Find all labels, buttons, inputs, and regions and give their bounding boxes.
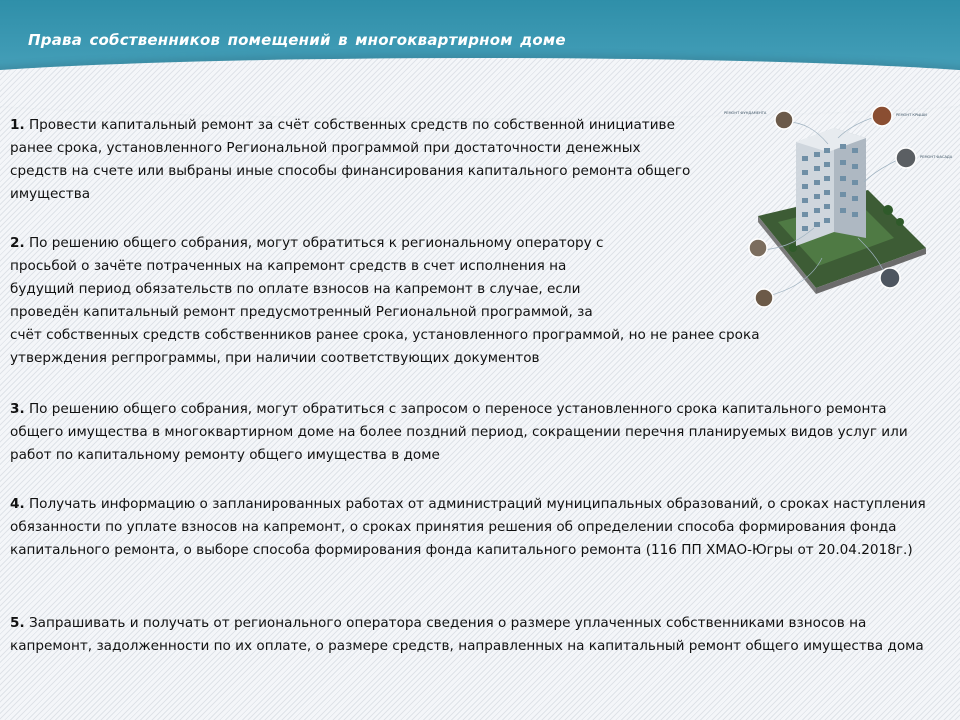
paragraph-number: 4. bbox=[10, 496, 25, 512]
paragraph-line: просьбой о зачёте потраченных на капремонт средств в счет исполнения на bbox=[10, 258, 567, 274]
paragraph-text: Получать информацию о запланированных работах от администраций муниципальных образований, о сроках наступления обязанности по уплате взносов на капремонт, о сроках принятия решения об определении способа формирования фонда капитального ремонта, о выборе способа формирования фонда капитального ремонта (116 ПП ХМАО-Югры от 20.04.2018г.) bbox=[10, 496, 926, 558]
label-roof: РЕМОНТ КРЫШИ bbox=[896, 113, 927, 117]
label-foundation: РЕМОНТ ФУНДАМЕНТА bbox=[724, 111, 767, 115]
building-illustration-svg bbox=[718, 98, 954, 320]
paragraph-number: 3. bbox=[10, 401, 25, 417]
paragraph-text: Запрашивать и получать от регионального оператора сведения о размере уплаченных собственниками взносов на капремонт, задолженности по их оплате, о размере средств, направленных на капитальный ремонт общего имущества дома bbox=[10, 615, 924, 654]
label-facade: РЕМОНТ ФАСАДА bbox=[920, 155, 953, 159]
paragraph-line: утверждения регпрограммы, при наличии соответствующих документов bbox=[10, 350, 540, 366]
paragraph-line: проведён капитальный ремонт предусмотренный Региональной программой, за bbox=[10, 304, 593, 320]
paragraph-5 bbox=[10, 612, 940, 658]
paragraph-text: По решению общего собрания, могут обратиться с запросом о переносе установленного срока капитального ремонта общего имущества в многоквартирном доме на более поздний период, сокращении перечня планируемых видов услуг или работ по капитальному ремонту общего имущества в доме bbox=[10, 401, 908, 463]
paragraph-number: 5. bbox=[10, 615, 25, 631]
paragraph-1 bbox=[10, 114, 700, 206]
paragraph-number: 2. bbox=[10, 235, 25, 251]
paragraph-line: будущий период обязательств по оплате взносов на капремонт в случае, если bbox=[10, 281, 581, 297]
slide-title: Права собственников помещений в многоквартирном доме bbox=[28, 31, 566, 49]
building-illustration bbox=[718, 98, 954, 320]
paragraph-4 bbox=[10, 493, 940, 562]
paragraph-text: Провести капитальный ремонт за счёт собственных средств по собственной инициативе ранее срока, установленного Региональной программой при достаточности денежных средств на счете или выбраны иные способы финансирования капитального ремонта общего имущества bbox=[10, 117, 691, 202]
paragraph-3 bbox=[10, 398, 940, 467]
paragraph-number: 1. bbox=[10, 117, 25, 133]
paragraph-line: счёт собственных средств собственников ранее срока, установленного программой, но не ранее срока bbox=[10, 327, 760, 343]
paragraph-line: 2. По решению общего собрания, могут обратиться к региональному оператору с bbox=[10, 235, 604, 251]
